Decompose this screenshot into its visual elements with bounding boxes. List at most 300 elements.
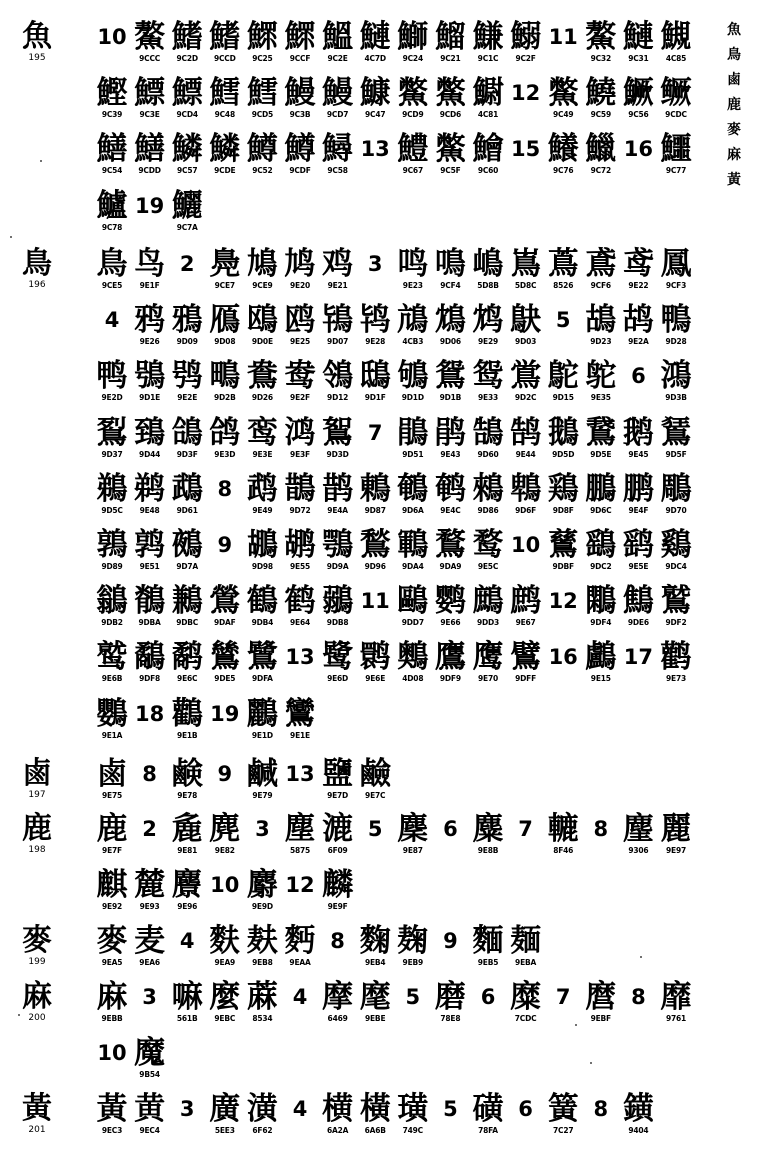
unicode-code: 9C32 bbox=[590, 54, 611, 63]
character-glyph: 鰲 bbox=[134, 19, 166, 55]
character-entry bbox=[130, 247, 170, 303]
unicode-code: 5D8B bbox=[477, 281, 499, 290]
radical-number: 201 bbox=[28, 1125, 46, 1135]
character-entry bbox=[393, 924, 433, 980]
character-entry bbox=[205, 416, 245, 472]
unicode-code: 9C58 bbox=[327, 166, 348, 176]
unicode-code: 9D6F bbox=[515, 505, 537, 515]
character-entry bbox=[92, 868, 132, 924]
unicode-code: 9E4C bbox=[440, 505, 461, 515]
stroke-count: 12 bbox=[548, 589, 578, 614]
character-glyph: 鳩 bbox=[246, 246, 278, 282]
character-entry bbox=[242, 76, 282, 132]
character-glyph: 麾 bbox=[359, 979, 391, 1015]
unicode-code: 9EB4 bbox=[364, 958, 386, 967]
unicode-code: 9C2F bbox=[515, 54, 536, 63]
character-entry bbox=[430, 132, 470, 188]
character-entry bbox=[280, 812, 320, 868]
character-entry bbox=[318, 584, 358, 640]
unicode-code: 9D1E bbox=[139, 393, 161, 403]
stroke-count-label bbox=[618, 132, 658, 188]
character-glyph: 麸 bbox=[246, 923, 278, 959]
character-glyph: 鱸 bbox=[96, 187, 128, 224]
character-glyph: 鰜 bbox=[472, 19, 504, 55]
character-glyph: 鰾 bbox=[134, 75, 166, 112]
unicode-code: 9E8B bbox=[477, 846, 499, 855]
character-entry bbox=[280, 76, 320, 132]
stroke-count: 8 bbox=[217, 476, 233, 501]
stroke-count-label bbox=[130, 812, 170, 868]
character-entry bbox=[205, 640, 245, 696]
stroke-count: 5 bbox=[555, 308, 571, 333]
unicode-code: 9E79 bbox=[252, 791, 273, 800]
unicode-code: 9DA4 bbox=[401, 562, 424, 571]
character-glyph: 鹼 bbox=[359, 756, 391, 792]
character-entry bbox=[318, 528, 358, 584]
character-entry bbox=[318, 980, 358, 1036]
character-glyph: 鴫 bbox=[209, 358, 241, 395]
stroke-count-label bbox=[618, 359, 658, 415]
stroke-count: 18 bbox=[134, 701, 165, 726]
character-glyph: 嘛 bbox=[171, 979, 203, 1015]
entry-row bbox=[94, 980, 694, 1036]
unicode-code: 9CE9 bbox=[252, 281, 273, 290]
character-entry bbox=[543, 416, 583, 472]
character-entry bbox=[280, 303, 320, 359]
character-glyph: 鴽 bbox=[322, 414, 354, 451]
character-glyph: 嶋 bbox=[472, 246, 504, 282]
side-index-radical: 黃 bbox=[727, 172, 741, 188]
character-entry bbox=[506, 924, 546, 980]
unicode-code: 9D03 bbox=[515, 337, 537, 347]
character-glyph: 鸝 bbox=[246, 695, 278, 732]
character-entry bbox=[318, 757, 358, 813]
character-entry bbox=[130, 76, 170, 132]
character-glyph: 鰲 bbox=[585, 19, 617, 55]
unicode-code: 9E2F bbox=[290, 393, 310, 403]
character-glyph: 麩 bbox=[209, 923, 241, 959]
character-entry bbox=[506, 472, 546, 528]
character-entry bbox=[543, 359, 583, 415]
unicode-code: 9D1B bbox=[439, 393, 462, 403]
character-entry bbox=[430, 472, 470, 528]
character-entry bbox=[506, 584, 546, 640]
radical-heading bbox=[14, 246, 60, 290]
entry-row bbox=[94, 640, 694, 696]
scan-speck bbox=[40, 160, 42, 162]
stroke-count: 4 bbox=[292, 1097, 308, 1121]
stroke-count: 4 bbox=[104, 308, 120, 333]
character-entry bbox=[506, 640, 546, 696]
character-entry bbox=[581, 303, 621, 359]
character-entry bbox=[280, 472, 320, 528]
character-entry bbox=[656, 303, 696, 359]
unicode-code: 9E3E bbox=[252, 449, 273, 459]
character-entry bbox=[355, 20, 395, 76]
character-glyph: 鵠 bbox=[472, 414, 504, 451]
character-glyph: 鱷 bbox=[660, 131, 692, 168]
radical-character: 黃 bbox=[22, 1091, 52, 1126]
unicode-code: 9E21 bbox=[327, 281, 348, 290]
stroke-count-label bbox=[430, 812, 470, 868]
character-glyph: 摩 bbox=[322, 979, 354, 1015]
side-index-radical: 鳥 bbox=[727, 47, 741, 63]
stroke-count-label bbox=[242, 812, 282, 868]
character-entry bbox=[318, 132, 358, 188]
stroke-count-label bbox=[130, 189, 170, 245]
unicode-code: 4C7D bbox=[364, 54, 386, 63]
character-glyph: 鸳 bbox=[472, 358, 504, 395]
character-glyph: 鱙 bbox=[585, 75, 617, 112]
unicode-code: 9DC2 bbox=[590, 562, 612, 571]
character-glyph: 麟 bbox=[322, 867, 354, 904]
unicode-code: 9E43 bbox=[440, 449, 461, 459]
character-entry bbox=[318, 20, 358, 76]
character-glyph: 麼 bbox=[209, 979, 241, 1015]
unicode-code: 9D3D bbox=[326, 449, 349, 459]
unicode-code: 9EBA bbox=[515, 958, 537, 967]
character-entry bbox=[242, 247, 282, 303]
unicode-code: 9C76 bbox=[553, 166, 574, 176]
unicode-code: 9D08 bbox=[214, 337, 236, 347]
character-glyph: 鶼 bbox=[171, 583, 203, 620]
unicode-code: 749C bbox=[402, 1126, 423, 1135]
character-glyph: 鶸 bbox=[322, 583, 354, 620]
unicode-code: 9EA5 bbox=[101, 958, 123, 967]
radical-character: 鳥 bbox=[22, 246, 52, 281]
unicode-code: 9C1C bbox=[477, 54, 499, 63]
unicode-code: 9E35 bbox=[590, 393, 611, 403]
character-glyph: 鐄 bbox=[622, 1091, 654, 1127]
character-glyph: 鹉 bbox=[246, 470, 278, 507]
stroke-count-label bbox=[92, 20, 132, 76]
unicode-code: 9404 bbox=[628, 1126, 649, 1135]
character-entry bbox=[318, 416, 358, 472]
stroke-count-label bbox=[92, 303, 132, 359]
stroke-count-label bbox=[355, 812, 395, 868]
character-glyph: 鹸 bbox=[171, 756, 203, 792]
character-entry bbox=[167, 20, 207, 76]
character-glyph: 横 bbox=[322, 1091, 354, 1127]
character-entry bbox=[393, 640, 433, 696]
character-entry bbox=[393, 247, 433, 303]
unicode-code: 5EE3 bbox=[214, 1126, 235, 1135]
character-entry bbox=[393, 812, 433, 868]
character-entry bbox=[205, 584, 245, 640]
character-entry bbox=[656, 528, 696, 584]
character-entry bbox=[355, 757, 395, 813]
character-entry bbox=[581, 247, 621, 303]
character-entry bbox=[92, 76, 132, 132]
stroke-count: 15 bbox=[510, 137, 541, 162]
unicode-code: 9CCC bbox=[139, 54, 161, 63]
unicode-code: 9D2C bbox=[514, 393, 537, 403]
character-glyph: 麋 bbox=[472, 811, 504, 847]
character-glyph: 靡 bbox=[660, 979, 692, 1015]
radical-number: 199 bbox=[28, 957, 46, 967]
character-entry bbox=[318, 640, 358, 696]
character-glyph: 麝 bbox=[246, 867, 278, 904]
unicode-code: 9CE5 bbox=[101, 281, 123, 290]
unicode-code: 9C77 bbox=[665, 166, 687, 176]
unicode-code: 9D6A bbox=[401, 505, 424, 515]
character-entry bbox=[92, 189, 132, 245]
stroke-count-label bbox=[618, 980, 658, 1036]
unicode-code: 561B bbox=[176, 1014, 198, 1023]
character-glyph: 黃 bbox=[96, 1091, 128, 1127]
unicode-code: 9EBC bbox=[214, 1014, 236, 1023]
character-entry bbox=[130, 1036, 170, 1092]
character-entry bbox=[618, 303, 658, 359]
character-entry bbox=[506, 303, 546, 359]
character-entry bbox=[92, 924, 132, 980]
character-glyph: 鸩 bbox=[472, 302, 504, 339]
character-entry bbox=[355, 76, 395, 132]
character-glyph: 鰥 bbox=[284, 19, 316, 55]
character-glyph: 鱺 bbox=[171, 187, 203, 224]
stroke-count: 6 bbox=[631, 364, 646, 389]
unicode-code: 9E75 bbox=[102, 791, 122, 800]
character-entry bbox=[656, 76, 696, 132]
character-entry bbox=[468, 76, 508, 132]
character-glyph: 鳴 bbox=[434, 246, 466, 282]
character-entry bbox=[468, 924, 508, 980]
character-entry bbox=[581, 584, 621, 640]
character-entry bbox=[543, 1092, 583, 1148]
character-entry bbox=[468, 20, 508, 76]
unicode-code: 9DBA bbox=[138, 618, 161, 628]
character-glyph: 鶏 bbox=[547, 470, 579, 507]
scan-speck bbox=[18, 1014, 20, 1016]
character-glyph: 鴝 bbox=[397, 358, 429, 395]
character-glyph: 鵄 bbox=[134, 414, 166, 451]
unicode-code: 9C21 bbox=[440, 54, 461, 63]
character-glyph: 鴣 bbox=[585, 302, 617, 339]
unicode-code: 9E1D bbox=[251, 730, 273, 740]
side-radical-index bbox=[722, 18, 746, 193]
character-glyph: 鰥 bbox=[246, 19, 278, 55]
character-entry bbox=[92, 757, 132, 813]
stroke-count: 4 bbox=[292, 985, 308, 1009]
unicode-code: 9C24 bbox=[402, 54, 423, 63]
character-glyph: 鹫 bbox=[96, 639, 128, 676]
unicode-code: 9E7D bbox=[327, 791, 349, 800]
character-entry bbox=[92, 472, 132, 528]
character-glyph: 塵 bbox=[284, 811, 316, 847]
stroke-count: 7 bbox=[518, 817, 533, 841]
stroke-count-label bbox=[205, 757, 245, 813]
character-entry bbox=[92, 247, 132, 303]
unicode-code: 9D96 bbox=[364, 562, 386, 571]
character-glyph: 麿 bbox=[585, 979, 617, 1015]
radical-heading bbox=[14, 19, 60, 63]
character-entry bbox=[318, 359, 358, 415]
character-entry bbox=[355, 640, 395, 696]
character-entry bbox=[618, 472, 658, 528]
stroke-count: 9 bbox=[217, 533, 233, 557]
unicode-code: 6F09 bbox=[327, 846, 348, 855]
character-entry bbox=[92, 359, 132, 415]
unicode-code: 9C56 bbox=[628, 110, 649, 120]
stroke-count-label bbox=[355, 132, 395, 188]
character-entry bbox=[205, 76, 245, 132]
character-entry bbox=[581, 416, 621, 472]
character-entry bbox=[581, 528, 621, 584]
unicode-code: 9E26 bbox=[139, 337, 160, 347]
character-glyph: 鸯 bbox=[284, 358, 316, 395]
stroke-count: 7 bbox=[367, 420, 383, 445]
unicode-code: 9C3B bbox=[289, 110, 311, 120]
unicode-code: 9D28 bbox=[665, 337, 687, 347]
unicode-code: 9306 bbox=[628, 846, 649, 855]
character-glyph: 鹮 bbox=[359, 639, 391, 676]
unicode-code: 9C39 bbox=[101, 110, 123, 120]
stroke-count-label bbox=[205, 472, 245, 528]
stroke-count-label bbox=[393, 980, 433, 1036]
character-glyph: 鴛 bbox=[434, 358, 466, 395]
stroke-count: 3 bbox=[142, 985, 157, 1009]
character-glyph: 鶲 bbox=[96, 583, 128, 620]
character-entry bbox=[92, 697, 132, 753]
side-index-radical: 麻 bbox=[727, 147, 741, 163]
stroke-count-label bbox=[280, 1092, 320, 1148]
character-glyph: 鱗 bbox=[171, 131, 203, 168]
character-entry bbox=[355, 528, 395, 584]
unicode-code: 9C54 bbox=[101, 166, 123, 176]
character-glyph: 麦 bbox=[134, 923, 166, 959]
character-glyph: 麥 bbox=[96, 923, 128, 959]
radical-heading bbox=[14, 923, 60, 967]
radical-heading bbox=[14, 1091, 60, 1135]
character-glyph: 鵯 bbox=[510, 470, 542, 507]
unicode-code: 9E4F bbox=[628, 505, 649, 515]
unicode-code: 9E44 bbox=[515, 449, 536, 459]
character-glyph: 鶆 bbox=[472, 470, 504, 507]
character-entry bbox=[205, 20, 245, 76]
unicode-code: 9E64 bbox=[290, 618, 310, 628]
character-entry bbox=[92, 812, 132, 868]
character-entry bbox=[581, 359, 621, 415]
character-glyph: 鹊 bbox=[322, 470, 354, 507]
character-entry bbox=[393, 359, 433, 415]
unicode-code: 9D5D bbox=[552, 449, 575, 459]
unicode-code: 9D98 bbox=[251, 562, 273, 571]
radical-number: 195 bbox=[28, 53, 46, 63]
character-entry bbox=[167, 76, 207, 132]
character-glyph: 鹽 bbox=[322, 756, 354, 792]
character-entry bbox=[543, 247, 583, 303]
unicode-code: 9DB8 bbox=[326, 618, 349, 628]
character-entry bbox=[468, 416, 508, 472]
unicode-code: 9C72 bbox=[590, 166, 611, 176]
character-glyph: 鷴 bbox=[585, 583, 617, 620]
character-glyph: 鳜 bbox=[660, 75, 692, 112]
character-entry bbox=[280, 528, 320, 584]
character-glyph: 鵝 bbox=[547, 414, 579, 451]
stroke-count: 8 bbox=[330, 929, 345, 953]
character-glyph: 鱉 bbox=[547, 75, 579, 112]
character-entry bbox=[468, 640, 508, 696]
character-glyph: 璜 bbox=[397, 1091, 429, 1127]
stroke-count-label bbox=[355, 416, 395, 472]
character-glyph: 鸿 bbox=[284, 414, 316, 451]
entry-row bbox=[94, 472, 694, 528]
character-glyph: 鵟 bbox=[660, 414, 692, 451]
unicode-code: 9CCF bbox=[289, 54, 311, 63]
character-entry bbox=[393, 132, 433, 188]
character-entry bbox=[242, 868, 282, 924]
character-glyph: 鷗 bbox=[397, 583, 429, 620]
character-glyph: 鸦 bbox=[134, 302, 166, 339]
character-entry bbox=[430, 247, 470, 303]
stroke-count: 6 bbox=[480, 985, 496, 1009]
character-glyph: 鸞 bbox=[284, 695, 316, 732]
unicode-code: 9E6E bbox=[365, 674, 386, 684]
character-glyph: 鰮 bbox=[322, 19, 354, 55]
unicode-code: 4C85 bbox=[665, 54, 687, 63]
entry-row bbox=[94, 697, 694, 753]
scan-speck bbox=[590, 1062, 592, 1064]
stroke-count-label bbox=[167, 1092, 207, 1148]
character-glyph: 簧 bbox=[547, 1091, 579, 1127]
character-glyph: 鱒 bbox=[246, 131, 278, 168]
unicode-code: 9C25 bbox=[252, 54, 273, 63]
character-glyph: 磨 bbox=[434, 979, 466, 1015]
unicode-code: 9E4A bbox=[327, 505, 348, 515]
unicode-code: 6F62 bbox=[252, 1126, 273, 1135]
radical-character: 鹵 bbox=[22, 756, 52, 791]
stroke-count: 9 bbox=[443, 929, 458, 953]
unicode-code: 9CD7 bbox=[326, 110, 349, 120]
character-glyph: 鵑 bbox=[397, 414, 429, 451]
character-entry bbox=[656, 584, 696, 640]
character-entry bbox=[130, 924, 170, 980]
character-entry bbox=[468, 303, 508, 359]
unicode-code: 9D9A bbox=[326, 562, 349, 571]
unicode-code: 9E7F bbox=[102, 846, 122, 855]
unicode-code: 9DFF bbox=[515, 674, 537, 684]
radical-heading bbox=[14, 979, 60, 1023]
character-entry bbox=[581, 640, 621, 696]
character-entry bbox=[393, 528, 433, 584]
unicode-code: 9E2A bbox=[628, 337, 649, 347]
character-glyph: 鴿 bbox=[171, 414, 203, 451]
character-glyph: 鵰 bbox=[660, 470, 692, 507]
character-entry bbox=[318, 1092, 358, 1148]
character-glyph: 潢 bbox=[246, 1091, 278, 1127]
character-glyph: 鹧 bbox=[510, 583, 542, 620]
character-entry bbox=[430, 359, 470, 415]
character-glyph: 鴉 bbox=[171, 302, 203, 339]
unicode-code: 8534 bbox=[252, 1014, 273, 1023]
character-entry bbox=[656, 640, 696, 696]
character-glyph: 鱈 bbox=[209, 75, 241, 112]
unicode-code: 5875 bbox=[289, 846, 311, 855]
character-glyph: 麻 bbox=[96, 979, 128, 1015]
entry-row bbox=[94, 303, 694, 359]
character-entry bbox=[280, 416, 320, 472]
character-entry bbox=[205, 812, 245, 868]
character-entry bbox=[167, 757, 207, 813]
character-entry bbox=[618, 584, 658, 640]
character-glyph: 䲅 bbox=[660, 19, 692, 55]
character-glyph: 鵪 bbox=[397, 470, 429, 507]
character-glyph: 漉 bbox=[322, 811, 354, 847]
character-glyph: 鸣 bbox=[397, 246, 429, 282]
side-index-radical: 鹿 bbox=[727, 97, 741, 113]
character-entry bbox=[318, 303, 358, 359]
unicode-code: 9E29 bbox=[478, 337, 498, 347]
